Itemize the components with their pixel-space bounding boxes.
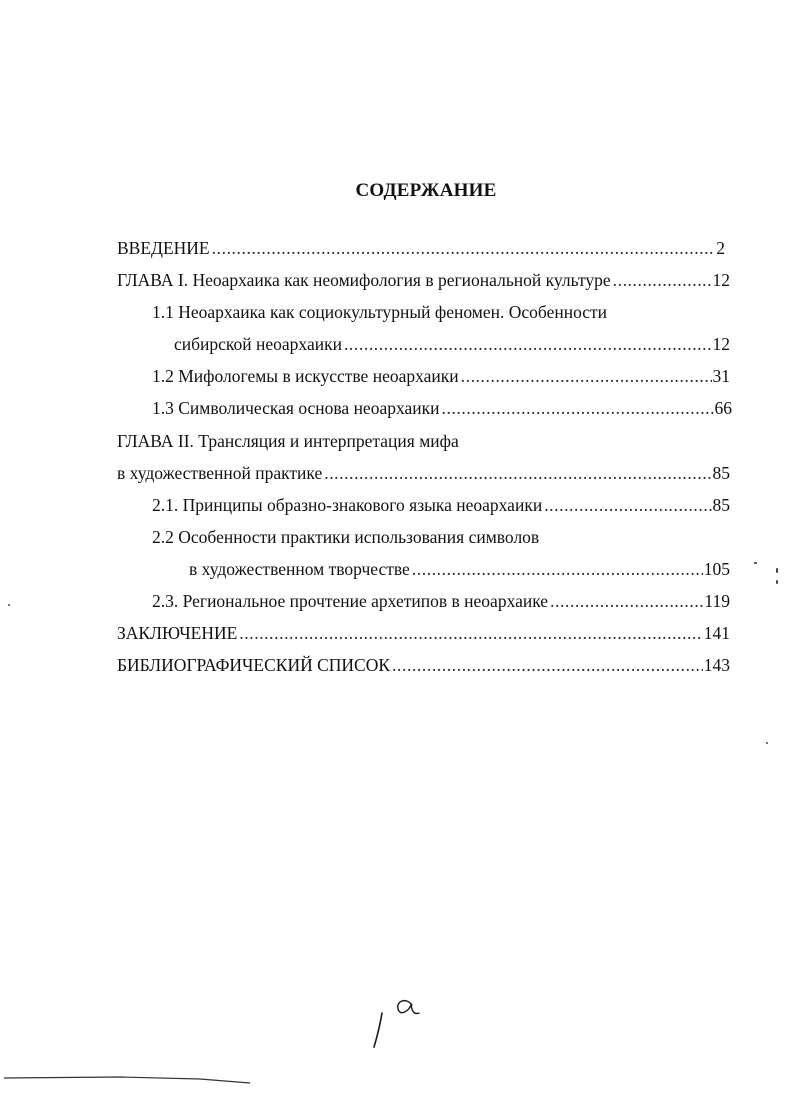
leader-dots bbox=[239, 623, 702, 643]
toc-entry-introduction bbox=[117, 238, 725, 258]
toc-entry-1-3 bbox=[152, 398, 732, 418]
toc-entry-text: ВВЕДЕНИЕ bbox=[117, 238, 210, 258]
leader-dots bbox=[613, 270, 712, 290]
leader-dots bbox=[461, 366, 712, 386]
toc-page-number: 12 bbox=[712, 270, 730, 290]
toc-entry-2-3 bbox=[152, 591, 730, 611]
toc-entry-conclusion bbox=[117, 623, 730, 643]
toc-entry-text: 2.3. Региональное прочтение архетипов в неоархаике bbox=[152, 591, 549, 611]
toc-page-number: 66 bbox=[714, 398, 732, 418]
leader-dots bbox=[344, 334, 712, 354]
toc-entry-text: ГЛАВА I. Неоархаика как неомифология в региональной культуре bbox=[117, 270, 611, 290]
toc-page-number: 2 bbox=[716, 238, 725, 258]
toc-entry-text: в художественной практике bbox=[117, 463, 323, 483]
toc-page-number: 143 bbox=[703, 655, 730, 675]
toc-page-number: 85 bbox=[712, 463, 730, 483]
toc-entry-text: ЗАКЛЮЧЕНИЕ bbox=[117, 623, 238, 643]
toc-entry-chapter-2-line1: ГЛАВА II. Трансляция и интерпретация мифа bbox=[117, 431, 459, 451]
leader-dots bbox=[442, 398, 714, 418]
toc-entry-2-2-line1: 2.2 Особенности практики использования символов bbox=[152, 527, 540, 547]
leader-dots bbox=[212, 238, 716, 258]
toc-entry-text: 1.3 Символическая основа неоархаики bbox=[152, 398, 440, 418]
toc-entry-chapter-1 bbox=[117, 270, 730, 290]
toc-page-number: 119 bbox=[704, 591, 730, 611]
leader-dots bbox=[324, 463, 711, 483]
scan-speck bbox=[776, 580, 778, 584]
toc-entry-1-1-line1: 1.1 Неоархаика как социокультурный феномен. Особенности bbox=[152, 302, 608, 322]
toc-entry-text: в художественном творчестве bbox=[189, 559, 410, 579]
toc-entry-1-2 bbox=[152, 366, 730, 386]
toc-entry-1-1 bbox=[174, 334, 730, 354]
toc-entry-text: 2.1. Принципы образно-знакового языка неоархаики bbox=[152, 495, 543, 515]
scan-speck bbox=[766, 742, 768, 744]
scan-speck bbox=[754, 562, 757, 564]
scan-speck bbox=[8, 604, 10, 606]
toc-entry-2-1 bbox=[152, 495, 730, 515]
scan-speck bbox=[776, 568, 778, 573]
toc-entry-text: 1.2 Мифологемы в искусстве неоархаики bbox=[152, 366, 459, 386]
toc-page-number: 141 bbox=[703, 623, 730, 643]
toc-entry-bibliography bbox=[117, 655, 730, 675]
handwritten-page-mark bbox=[368, 985, 428, 1055]
leader-dots bbox=[544, 495, 711, 515]
toc-entry-2-2 bbox=[189, 559, 730, 579]
toc-page-number: 105 bbox=[703, 559, 730, 579]
leader-dots bbox=[412, 559, 703, 579]
toc-entry-text: БИБЛИОГРАФИЧЕСКИЙ СПИСОК bbox=[117, 655, 391, 675]
toc-entry-chapter-2 bbox=[117, 463, 730, 483]
toc-page-number: 85 bbox=[712, 495, 730, 515]
toc-entry-text: сибирской неоархаики bbox=[174, 334, 342, 354]
leader-dots bbox=[392, 655, 703, 675]
toc-page-number: 31 bbox=[712, 366, 730, 386]
page-title: СОДЕРЖАНИЕ bbox=[355, 180, 497, 201]
scan-artifact-line bbox=[0, 1060, 270, 1090]
toc-page-number: 12 bbox=[712, 334, 730, 354]
leader-dots bbox=[550, 591, 703, 611]
